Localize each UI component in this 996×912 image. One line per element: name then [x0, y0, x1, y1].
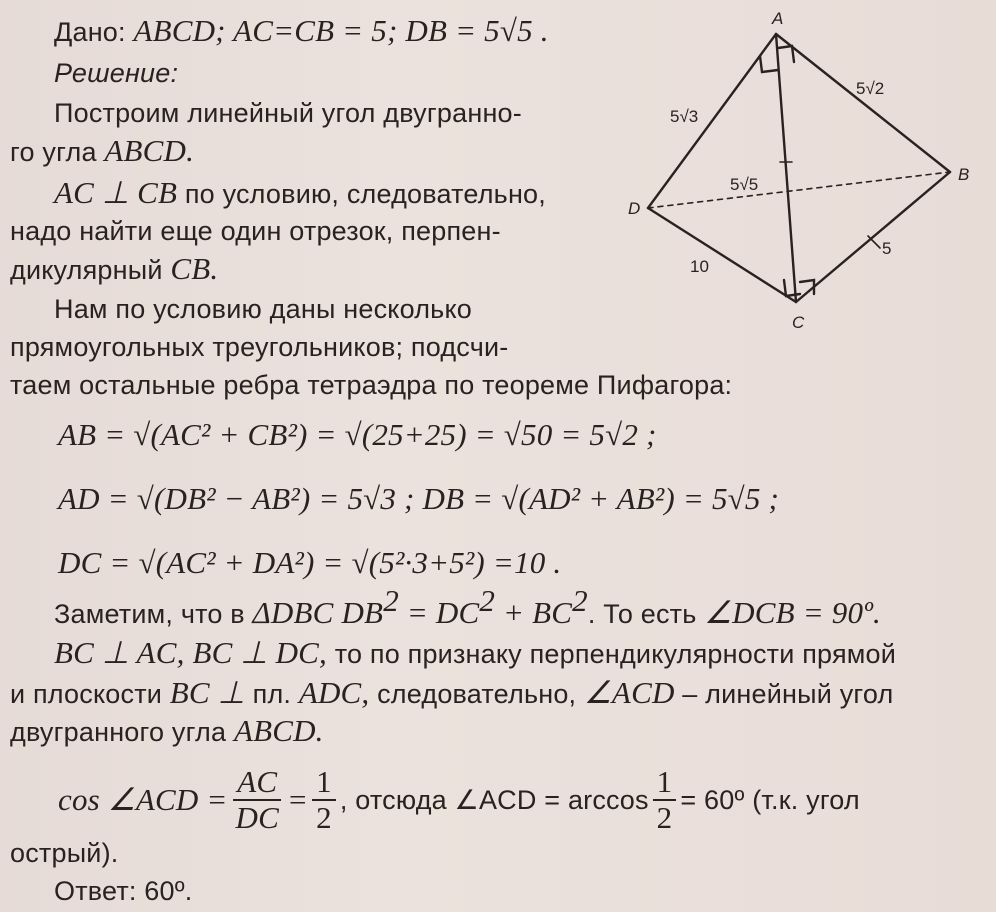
note1-math-f: ∠DCB = 90º. — [704, 595, 881, 630]
note2-math-a: BC ⊥ AC, BC ⊥ DC, — [54, 635, 328, 670]
edge-label-db: 5√5 — [730, 175, 759, 194]
cos-expression: cos ∠ACD = — [58, 782, 228, 817]
fraction-arccos-numerator: 1 — [653, 765, 677, 801]
fraction-one-half — [312, 765, 336, 835]
answer: Ответ: 60º. — [54, 876, 193, 906]
fraction-arccos-denominator: 2 — [656, 800, 673, 835]
note3-text-g: – линейный угол — [674, 679, 894, 709]
solution-heading: Решение: — [54, 58, 179, 88]
note1-text-e: . То есть — [587, 599, 705, 629]
note1-math-c: = DC — [398, 595, 480, 630]
cos-line — [58, 760, 860, 840]
para3-line2: прямоугольных треугольников; подсчи- — [10, 332, 509, 362]
formula-ab: AB = √(AC² + CB²) = √(25+25) = √50 = 5√2 ; — [58, 417, 657, 452]
vertex-label-d: D — [628, 199, 641, 218]
given-label: Дано: — [54, 17, 126, 47]
edge-db-dashed — [648, 172, 950, 208]
fraction-ac-dc — [232, 765, 283, 835]
edge-label-dc: 10 — [690, 257, 709, 276]
fraction-ac-dc-denominator: DC — [235, 800, 280, 835]
edge-label-ab: 5√2 — [856, 79, 885, 98]
given-expression: ABCD; AC=CB = 5; DB = 5√5 . — [133, 13, 549, 48]
tetrahedron-diagram — [600, 0, 996, 345]
note3-text-c: пл. — [244, 679, 299, 709]
para2-line3-text: дикулярный — [10, 255, 171, 285]
equals-sign: = — [287, 782, 309, 817]
formula-dc: DC = √(AC² + DA²) = √(5²·3+5²) =10 . — [58, 545, 562, 580]
cos-line-continuation: острый). — [10, 838, 119, 868]
fraction-ac-dc-numerator: AC — [233, 765, 281, 801]
right-angle-mark-c1 — [784, 280, 800, 296]
right-angle-mark-a1 — [760, 56, 778, 72]
para2-line3-math: CB. — [170, 251, 219, 286]
edge-cb — [796, 172, 950, 302]
para2-line2: надо найти еще один отрезок, перпен- — [10, 216, 501, 246]
note3-math-b: BC ⊥ — [169, 675, 245, 710]
cos-line-text: , отсюда ∠ACD = arccos — [339, 785, 649, 815]
note3-text-e: следовательно, — [369, 679, 584, 709]
para1-line2-math: ABCD. — [104, 133, 195, 168]
note2-text-b: то по признаку перпендикулярности прямой — [327, 639, 897, 669]
edge-label-ad: 5√3 — [670, 107, 699, 126]
note1-math-b: ΔDBC DB — [252, 595, 384, 630]
vertex-label-b: B — [958, 165, 970, 184]
para3-line1: Нам по условию даны несколько — [54, 294, 472, 324]
fraction-one-half-denominator: 2 — [316, 800, 332, 835]
note-line1: Заметим, что в ΔDBC $DB^2 = DC^2 + BC^2$. То есть ∠DCB = 90º. — [54, 583, 881, 630]
given-line — [54, 14, 549, 49]
note-line2 — [54, 636, 896, 671]
para1-line2 — [10, 134, 194, 169]
right-angle-mark-a2 — [778, 46, 794, 62]
cos-line-result: = 60º (т.к. угол — [680, 785, 860, 815]
para1-line1: Построим линейный угол двугранно- — [54, 98, 522, 128]
edge-dc — [648, 208, 796, 302]
para2-line3 — [10, 252, 218, 287]
fraction-one-half-numerator: 1 — [312, 765, 336, 801]
para2-line1 — [54, 176, 546, 211]
note-line3 — [10, 676, 893, 711]
para2-line1-text: по условию, следовательно, — [177, 179, 546, 209]
note4-text-a: двугранного угла — [10, 717, 234, 747]
note1-math-d: + BC — [495, 595, 573, 630]
vertex-label-c: C — [792, 313, 805, 332]
tick-mark-cb — [868, 236, 880, 248]
fraction-arccos-half — [653, 765, 677, 835]
edge-ab — [776, 34, 950, 172]
note3-math-d: ADC, — [298, 675, 370, 710]
para3-line3: таем остальные ребра тетраэдра по теореме Пифагора: — [10, 370, 733, 400]
vertex-label-a: A — [772, 9, 784, 28]
note3-text-a: и плоскости — [10, 679, 170, 709]
note4-math-b: ABCD. — [233, 713, 324, 748]
para1-line2-text: го угла — [10, 137, 105, 167]
edge-label-cb: 5 — [882, 239, 892, 258]
note-line4 — [10, 714, 324, 749]
note3-math-f: ∠ACD — [583, 675, 675, 710]
para2-line1-math: AC ⊥ CB — [54, 175, 178, 210]
formula-ad-db: AD = √(DB² − AB²) = 5√3 ; DB = √(AD² + AB²) = 5√5 ; — [58, 481, 780, 516]
edge-ac — [776, 34, 796, 302]
note1-text-a: Заметим, что в — [54, 599, 253, 629]
